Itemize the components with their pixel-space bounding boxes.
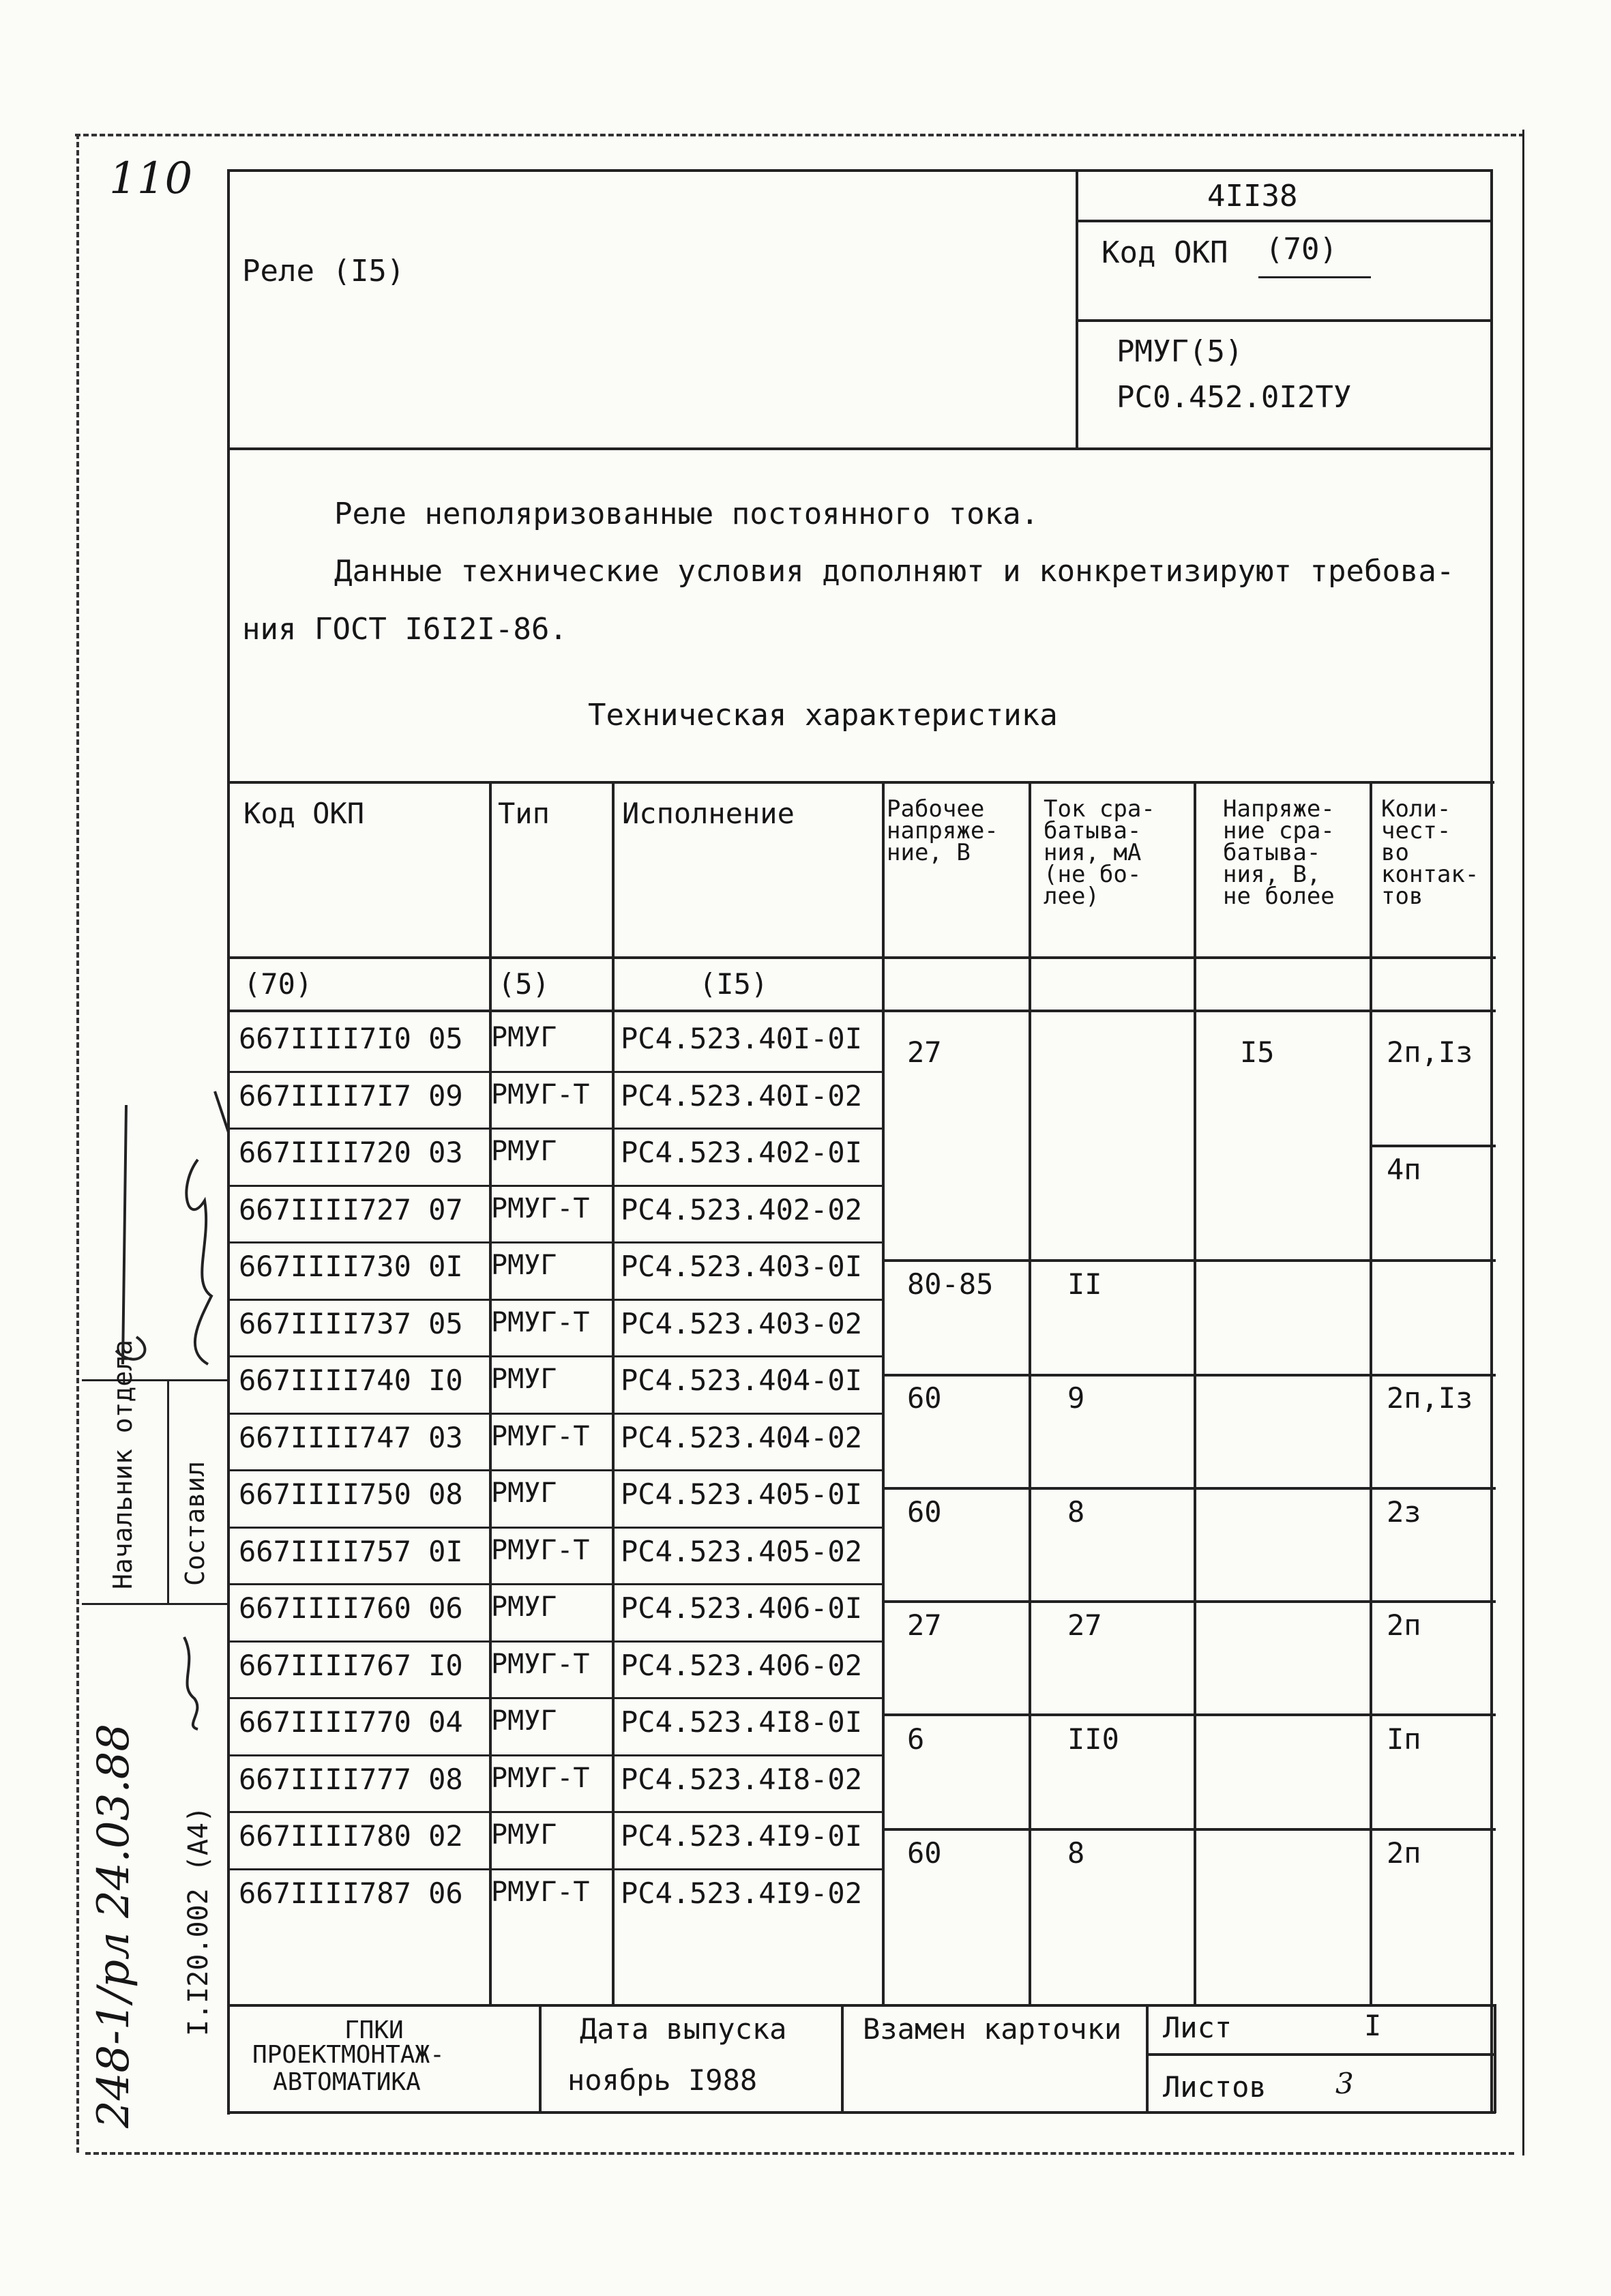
stamp-divider [167,1379,169,1604]
row-3-type: РМУГ [491,1136,557,1167]
group-3-voltage: 80-85 [907,1267,994,1301]
okp-value: (70) [1265,232,1337,267]
row-15-okp: 667IIII780 02 [239,1819,463,1853]
row-separator [227,1868,883,1870]
group-4-contacts: 2п,Iз [1387,1381,1473,1415]
row-12-version: РС4.523.406-02 [621,1649,863,1682]
header-voltage: Рабочее напряже- ние, В [887,795,999,866]
group-sep-1 [882,1259,1496,1262]
col-sep-current [1029,781,1031,2005]
group-6-voltage: 27 [907,1608,942,1642]
head-of-department-label: Начальник отдела [108,1339,138,1589]
header-bottom-border [227,447,1492,450]
group-6-current: 27 [1067,1608,1102,1642]
group-6-contacts: 2п [1387,1608,1421,1642]
row-14-type: РМУГ-Т [491,1763,590,1794]
group-7-contacts: Iп [1387,1722,1421,1756]
row-15-version: РС4.523.4I9-0I [621,1819,863,1853]
sheet-value: I [1364,2009,1382,2042]
row-separator [227,1128,883,1130]
signature-marks [95,1078,239,1392]
row-9-type: РМУГ [491,1477,557,1509]
group-3-current: II [1067,1267,1102,1301]
group-8-contacts: 2п [1387,1836,1421,1870]
group-5-voltage: 60 [907,1495,942,1529]
document-code: 4II38 [1207,179,1298,214]
code-type: (5) [498,967,550,1001]
row-14-version: РС4.523.4I8-02 [621,1763,863,1796]
row-5-type: РМУГ [491,1250,557,1281]
form-code: I.I20.002 (А4) [183,1806,214,2036]
org-line-3: АВТОМАТИКА [273,2068,421,2096]
header-okp-line [1076,319,1492,322]
row-separator [227,1640,883,1643]
footer-sep-2 [841,2005,844,2113]
table-code-line [227,1010,1496,1012]
group-4-voltage: 60 [907,1381,942,1415]
row-7-version: РС4.523.404-0I [621,1364,863,1397]
row-separator [227,1355,883,1357]
outer-frame-left [76,134,79,2153]
row-separator [227,1527,883,1529]
header-version: Исполнение [622,797,795,830]
intro-line-1: Реле неполяризованные постоянного тока. [334,497,1039,531]
code-okp: (70) [243,967,313,1001]
row-10-type: РМУГ-Т [491,1535,590,1566]
row-11-version: РС4.523.406-0I [621,1591,863,1625]
card-right-border [1490,169,1493,2113]
row-15-type: РМУГ [491,1819,557,1851]
handwritten-note: 248-1/рл 24.03.88 [89,1723,139,2128]
col-sep-contacts [1370,781,1372,2005]
org-line-1: ГПКИ [344,2016,404,2044]
row-2-okp: 667IIII7I7 09 [239,1079,463,1113]
group-8-current: 8 [1067,1836,1085,1870]
header-okp: Код ОКП [243,797,365,830]
row-11-okp: 667IIII760 06 [239,1591,463,1625]
header-trip-voltage: Напряже- ние сра- батыва- ния, В, не более [1223,795,1335,910]
row-4-okp: 667IIII727 07 [239,1193,463,1226]
row-5-version: РС4.523.403-0I [621,1250,863,1283]
row-3-version: РС4.523.402-0I [621,1136,863,1169]
footer-bottom-border [227,2111,1496,2114]
group-7-voltage: 6 [907,1722,925,1756]
stamp-bottom-line [82,1603,228,1605]
row-12-type: РМУГ-Т [491,1649,590,1680]
table-header-line [227,956,1496,959]
header-type: Тип [498,797,550,830]
row-11-type: РМУГ [491,1591,557,1623]
group-sep-5 [882,1713,1496,1716]
row-16-okp: 667IIII787 06 [239,1876,463,1910]
group-sep-3 [882,1487,1496,1490]
group-sep-6 [882,1828,1496,1831]
row-2-type: РМУГ-Т [491,1079,590,1110]
row-13-version: РС4.523.4I8-0I [621,1705,863,1739]
row-2-version: РС4.523.40I-02 [621,1079,863,1113]
header-divider [1076,169,1078,450]
relay-type-name: РМУГ(5) [1117,334,1243,369]
sheets-value: 3 [1335,2067,1354,2100]
group-7-current: II0 [1067,1722,1119,1756]
row-separator [227,1241,883,1243]
row-13-okp: 667IIII770 04 [239,1705,463,1739]
group-5-contacts: 2з [1387,1495,1421,1529]
row-9-okp: 667IIII750 08 [239,1477,463,1511]
row-16-version: РС4.523.4I9-02 [621,1876,863,1910]
code-version: (I5) [699,967,769,1001]
group-sep-2 [882,1374,1496,1377]
group-5-current: 8 [1067,1495,1085,1529]
row-separator [227,1413,883,1415]
group-sep-4 [882,1600,1496,1603]
outer-frame-bottom [85,2152,1514,2155]
row-16-type: РМУГ-Т [491,1876,590,1908]
org-line-2: ПРОЕКТМОНТАЖ- [252,2041,445,2069]
row-separator [227,1697,883,1699]
row-1-type: РМУГ [491,1022,557,1053]
row-3-okp: 667IIII720 03 [239,1136,463,1169]
col-sep-version [612,781,615,2005]
intro-line-2: Данные технические условия дополняют и конкретизируют требова- [334,554,1455,589]
row-separator [227,1811,883,1813]
row-separator [227,1583,883,1585]
intro-line-3: ния ГОСТ I6I2I-86. [242,612,567,647]
row-13-type: РМУГ [491,1705,557,1737]
row-4-type: РМУГ-Т [491,1193,590,1224]
row-separator [227,1185,883,1187]
sheets-label: Листов [1163,2070,1267,2104]
header-contacts: Коли- чест- во контак- тов [1381,795,1479,910]
col-sep-trip [1194,781,1196,2005]
row-6-type: РМУГ-Т [491,1307,590,1338]
group-1-voltage: 27 [907,1035,942,1069]
row-10-okp: 667IIII757 0I [239,1535,463,1568]
footer-sep-3 [1146,2005,1149,2113]
row-8-okp: 667IIII747 03 [239,1421,463,1454]
header-top-border [227,169,1492,172]
specification-code: РС0.452.0I2ТУ [1117,380,1352,415]
group-2-contacts: 4п [1387,1153,1421,1186]
row-7-okp: 667IIII740 I0 [239,1364,463,1397]
row-7-type: РМУГ [491,1364,557,1395]
row-8-type: РМУГ-Т [491,1421,590,1452]
group-4-current: 9 [1067,1381,1085,1415]
release-date: ноябрь I988 [567,2063,758,2097]
row-separator [227,1299,883,1301]
col-sep-voltage [882,781,885,2005]
sheet-label: Лист [1163,2011,1232,2044]
row-5-okp: 667IIII730 0I [239,1250,463,1283]
header-code-line [1076,220,1492,222]
compiled-by-label: Составил [180,1460,210,1586]
row-separator [227,1071,883,1073]
row-1-version: РС4.523.40I-0I [621,1022,863,1055]
group-1-trip-voltage: I5 [1240,1035,1275,1069]
release-label: Дата выпуска [580,2012,787,2046]
outer-frame-top [75,134,1524,136]
row-8-version: РС4.523.404-02 [621,1421,863,1454]
page-number: 110 [109,153,193,204]
row-1-okp: 667IIII7I0 05 [239,1022,463,1055]
table-top-border [227,781,1494,784]
group-8-voltage: 60 [907,1836,942,1870]
footer-right-border [1494,2004,1496,2113]
row-6-okp: 667IIII737 05 [239,1307,463,1340]
header-current: Ток сра- батыва- ния, мА (не бо- лее) [1044,795,1155,910]
replaces-label: Взамен карточки [863,2012,1122,2046]
okp-underline [1258,276,1371,278]
card-title: Реле (I5) [242,254,405,289]
row-12-okp: 667IIII767 I0 [239,1649,463,1682]
row-separator [227,1754,883,1756]
footer-sheet-line [1146,2053,1496,2056]
section-title: Техническая характеристика [588,698,1058,733]
table-bottom-border [227,2004,1496,2007]
row-6-version: РС4.523.403-02 [621,1307,863,1340]
okp-label: Код ОКП [1102,235,1228,270]
row-separator [227,1469,883,1471]
row-9-version: РС4.523.405-0I [621,1477,863,1511]
row-14-okp: 667IIII777 08 [239,1763,463,1796]
signature-initials [171,1623,218,1733]
row-10-version: РС4.523.405-02 [621,1535,863,1568]
footer-sep-1 [539,2005,542,2113]
outer-frame-right [1522,130,1524,2155]
contacts-sep-1 [1370,1145,1496,1147]
row-4-version: РС4.523.402-02 [621,1193,863,1226]
group-1-contacts: 2п,Iз [1387,1035,1473,1069]
